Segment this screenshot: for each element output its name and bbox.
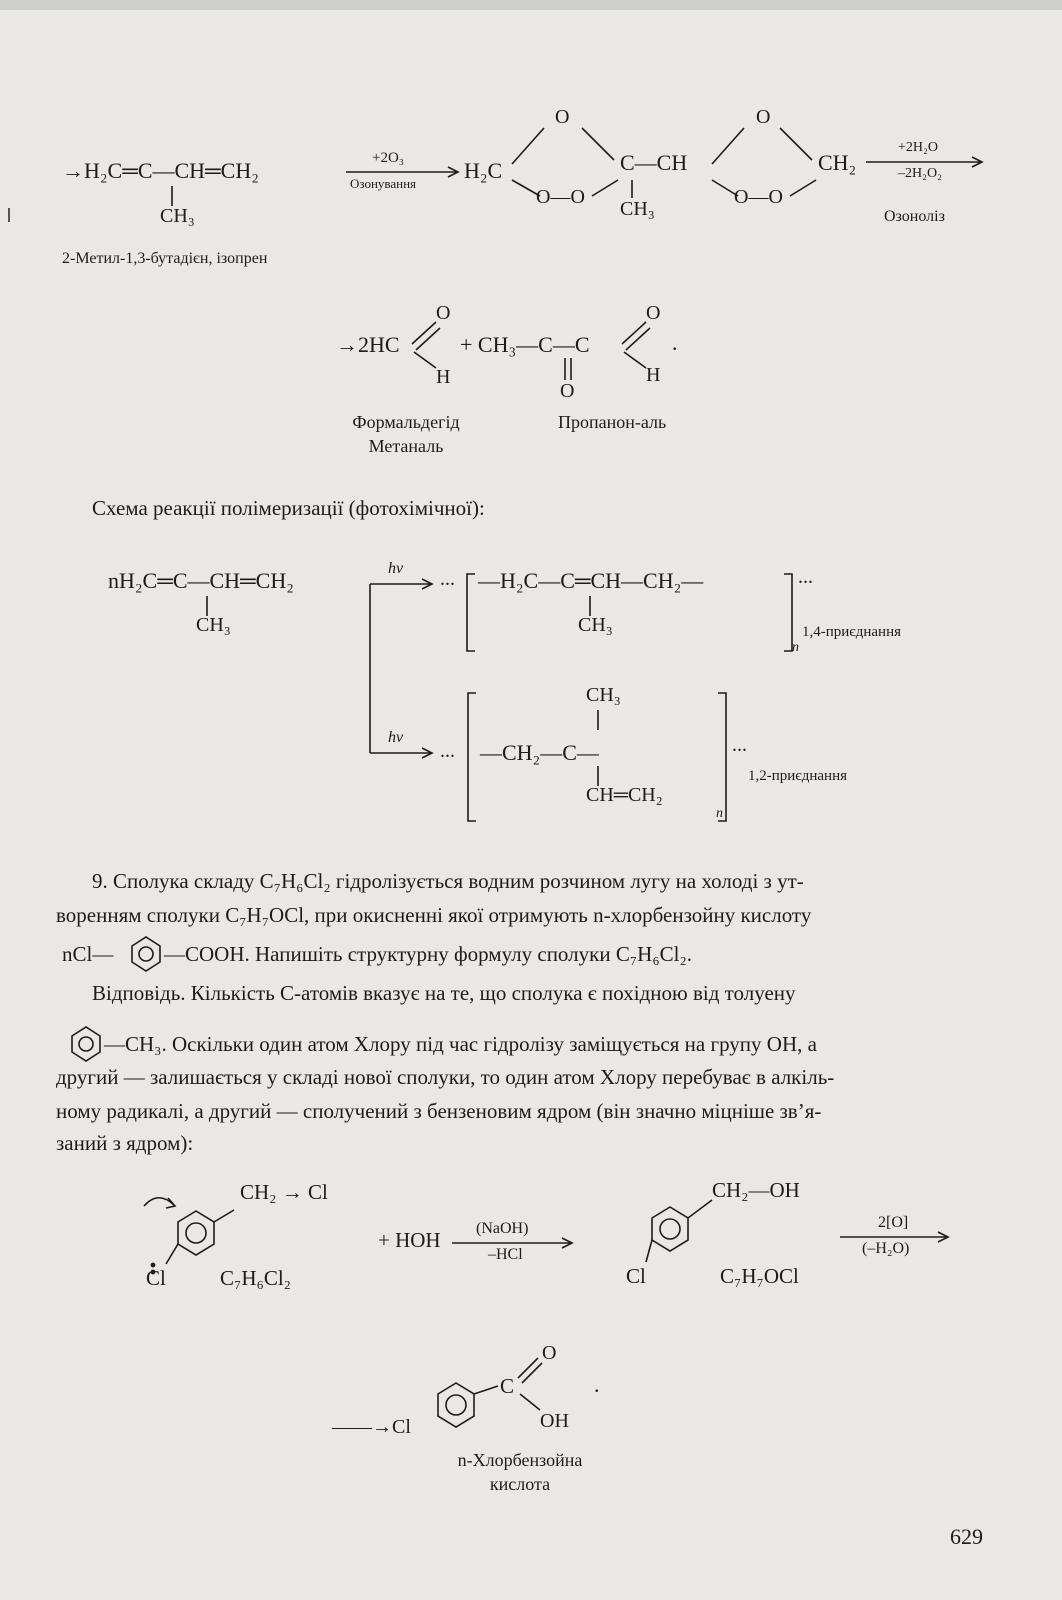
carboxyl-o: O (542, 1342, 557, 1364)
page-number: 629 (950, 1524, 983, 1549)
monomer-formula: nH₂C═C—CH═CH₂ (108, 568, 294, 593)
propanonal-h: H (646, 364, 661, 386)
propanonal-ketone-o: O (560, 380, 575, 402)
isoprene-name: 2-Метил-1,3-бутадієн, ізопрен (62, 250, 268, 267)
formaldehyde-o: O (436, 302, 451, 324)
ozonation-arrow-reagent: +2O₃ (372, 150, 405, 166)
acid-word: кислота (489, 1474, 551, 1494)
final-dot: . (594, 1372, 600, 1397)
formaldehyde-h: H (436, 366, 451, 388)
ozonide-c-ch: C—CH (620, 150, 688, 175)
ozonolysis-arrow-reagent: +2H₂O (898, 140, 938, 155)
cl-left: Cl (146, 1266, 166, 1290)
cl-right: Cl (626, 1264, 646, 1288)
answer-line-2: —CH₃. Оскільки один атом Хлору під час гідролізу заміщується на групу ОН, а (104, 1032, 817, 1056)
hv-label-1: hν (388, 560, 404, 577)
monomer-ch3: CH₃ (196, 614, 231, 636)
polymer-12-end: ... (732, 734, 747, 756)
ozonide-o-o-2: O—O (734, 186, 783, 208)
carboxyl-c: C (500, 1374, 515, 1398)
polymer-14-n: n (792, 640, 799, 655)
isoprene-formula: →H₂C═C—CH═CH₂ (62, 158, 259, 183)
polymer-14-end: ... (798, 566, 813, 588)
addition-12-label: 1,2-приєднання (748, 768, 848, 784)
problem-line-2: воренням сполуки C₇H₇OCl, при окисненні якої отримують n-хлорбензойну кислоту (56, 903, 812, 927)
catalyst-naoh: (NaOH) (476, 1220, 529, 1237)
ozonide-o-top-2: O (756, 106, 771, 128)
addition-14-label: 1,4-приєднання (802, 624, 902, 640)
carboxyl-oh: OH (540, 1410, 569, 1432)
ozonolysis-label: Озоноліз (884, 208, 945, 225)
ozonide-o-top-1: O (555, 106, 570, 128)
polymerization-heading: Схема реакції полімеризації (фотохімічної): (92, 496, 485, 520)
oxidant-label: 2[O] (878, 1214, 909, 1231)
byproduct-hcl: –HCl (488, 1246, 523, 1263)
polymer-14-ch3: CH₃ (578, 614, 613, 636)
polymer-12-start: ... (440, 740, 455, 762)
hv-label-2: hν (388, 729, 404, 746)
methanal-name: Метаналь (368, 436, 444, 456)
chlorobenzoic-acid-name: n-Хлорбензойна (457, 1450, 583, 1470)
problem-line-3: —COOH. Напишіть структурну формулу сполуки C₇H₆Cl₂. (164, 942, 693, 966)
propanonal-o: O (646, 302, 661, 324)
ozonide-ch2: CH₂ (818, 150, 857, 175)
water-removed-label: (–H₂O) (862, 1240, 910, 1257)
formula-c7h7ocl: C₇H₇OCl (720, 1264, 799, 1288)
formaldehyde-name: Формальдегід (352, 412, 460, 432)
isoprene-ch3: CH₃ (160, 205, 195, 227)
polymer-12-ch3: CH₃ (586, 684, 621, 706)
reagent-hoh: + HOH (378, 1228, 441, 1252)
formaldehyde-formula: →2HC (336, 332, 400, 357)
answer-line-1: Відповідь. Кількість С-атомів вказує на те, що сполука є похідною від толуену (92, 981, 796, 1005)
answer-line-5: заний з ядром): (56, 1131, 194, 1155)
propanonal-name: Пропанон-аль (558, 412, 667, 432)
polymer-14-start: ... (440, 568, 455, 590)
answer-line-4: ному радикалі, а другий — сполучений з бензеновим ядром (він значно міцніше зв’я- (56, 1099, 822, 1123)
ozonolysis-arrow-byproduct: –2H₂O₂ (898, 166, 942, 181)
polymer-12-chain: —CH₂—C— (480, 740, 599, 765)
ch2cl-group: CH₂ → Cl (240, 1180, 328, 1204)
final-arrow-cl: ——→Cl (332, 1416, 411, 1438)
ch2oh-group: CH₂—OH (712, 1178, 800, 1202)
ozonide-ch3: CH₃ (620, 198, 655, 220)
ozonation-arrow-label: Озонування (350, 176, 417, 191)
polymer-12-vinyl: CH═CH₂ (586, 784, 663, 806)
answer-line-3: другий — залишається у складі нової сполуки, то один атом Хлору перебуває в алкіль- (56, 1065, 835, 1089)
propanonal-formula: + CH₃—C—C (460, 332, 590, 357)
problem-line-1: 9. Сполука складу C₇H₆Cl₂ гідролізується водним розчином лугу на холоді з ут- (92, 869, 804, 893)
problem-line-3-prefix: nCl— (62, 942, 114, 966)
ozonide-o-o-1: O—O (536, 186, 585, 208)
polymer-12-n: n (716, 806, 723, 821)
formula-c7h6cl2: C₇H₆Cl₂ (220, 1266, 291, 1290)
products-dot: . (672, 330, 678, 355)
ozonide-h2c: H₂C (464, 158, 503, 183)
polymer-14-chain: —H₂C—C═CH—CH₂— (478, 568, 704, 593)
